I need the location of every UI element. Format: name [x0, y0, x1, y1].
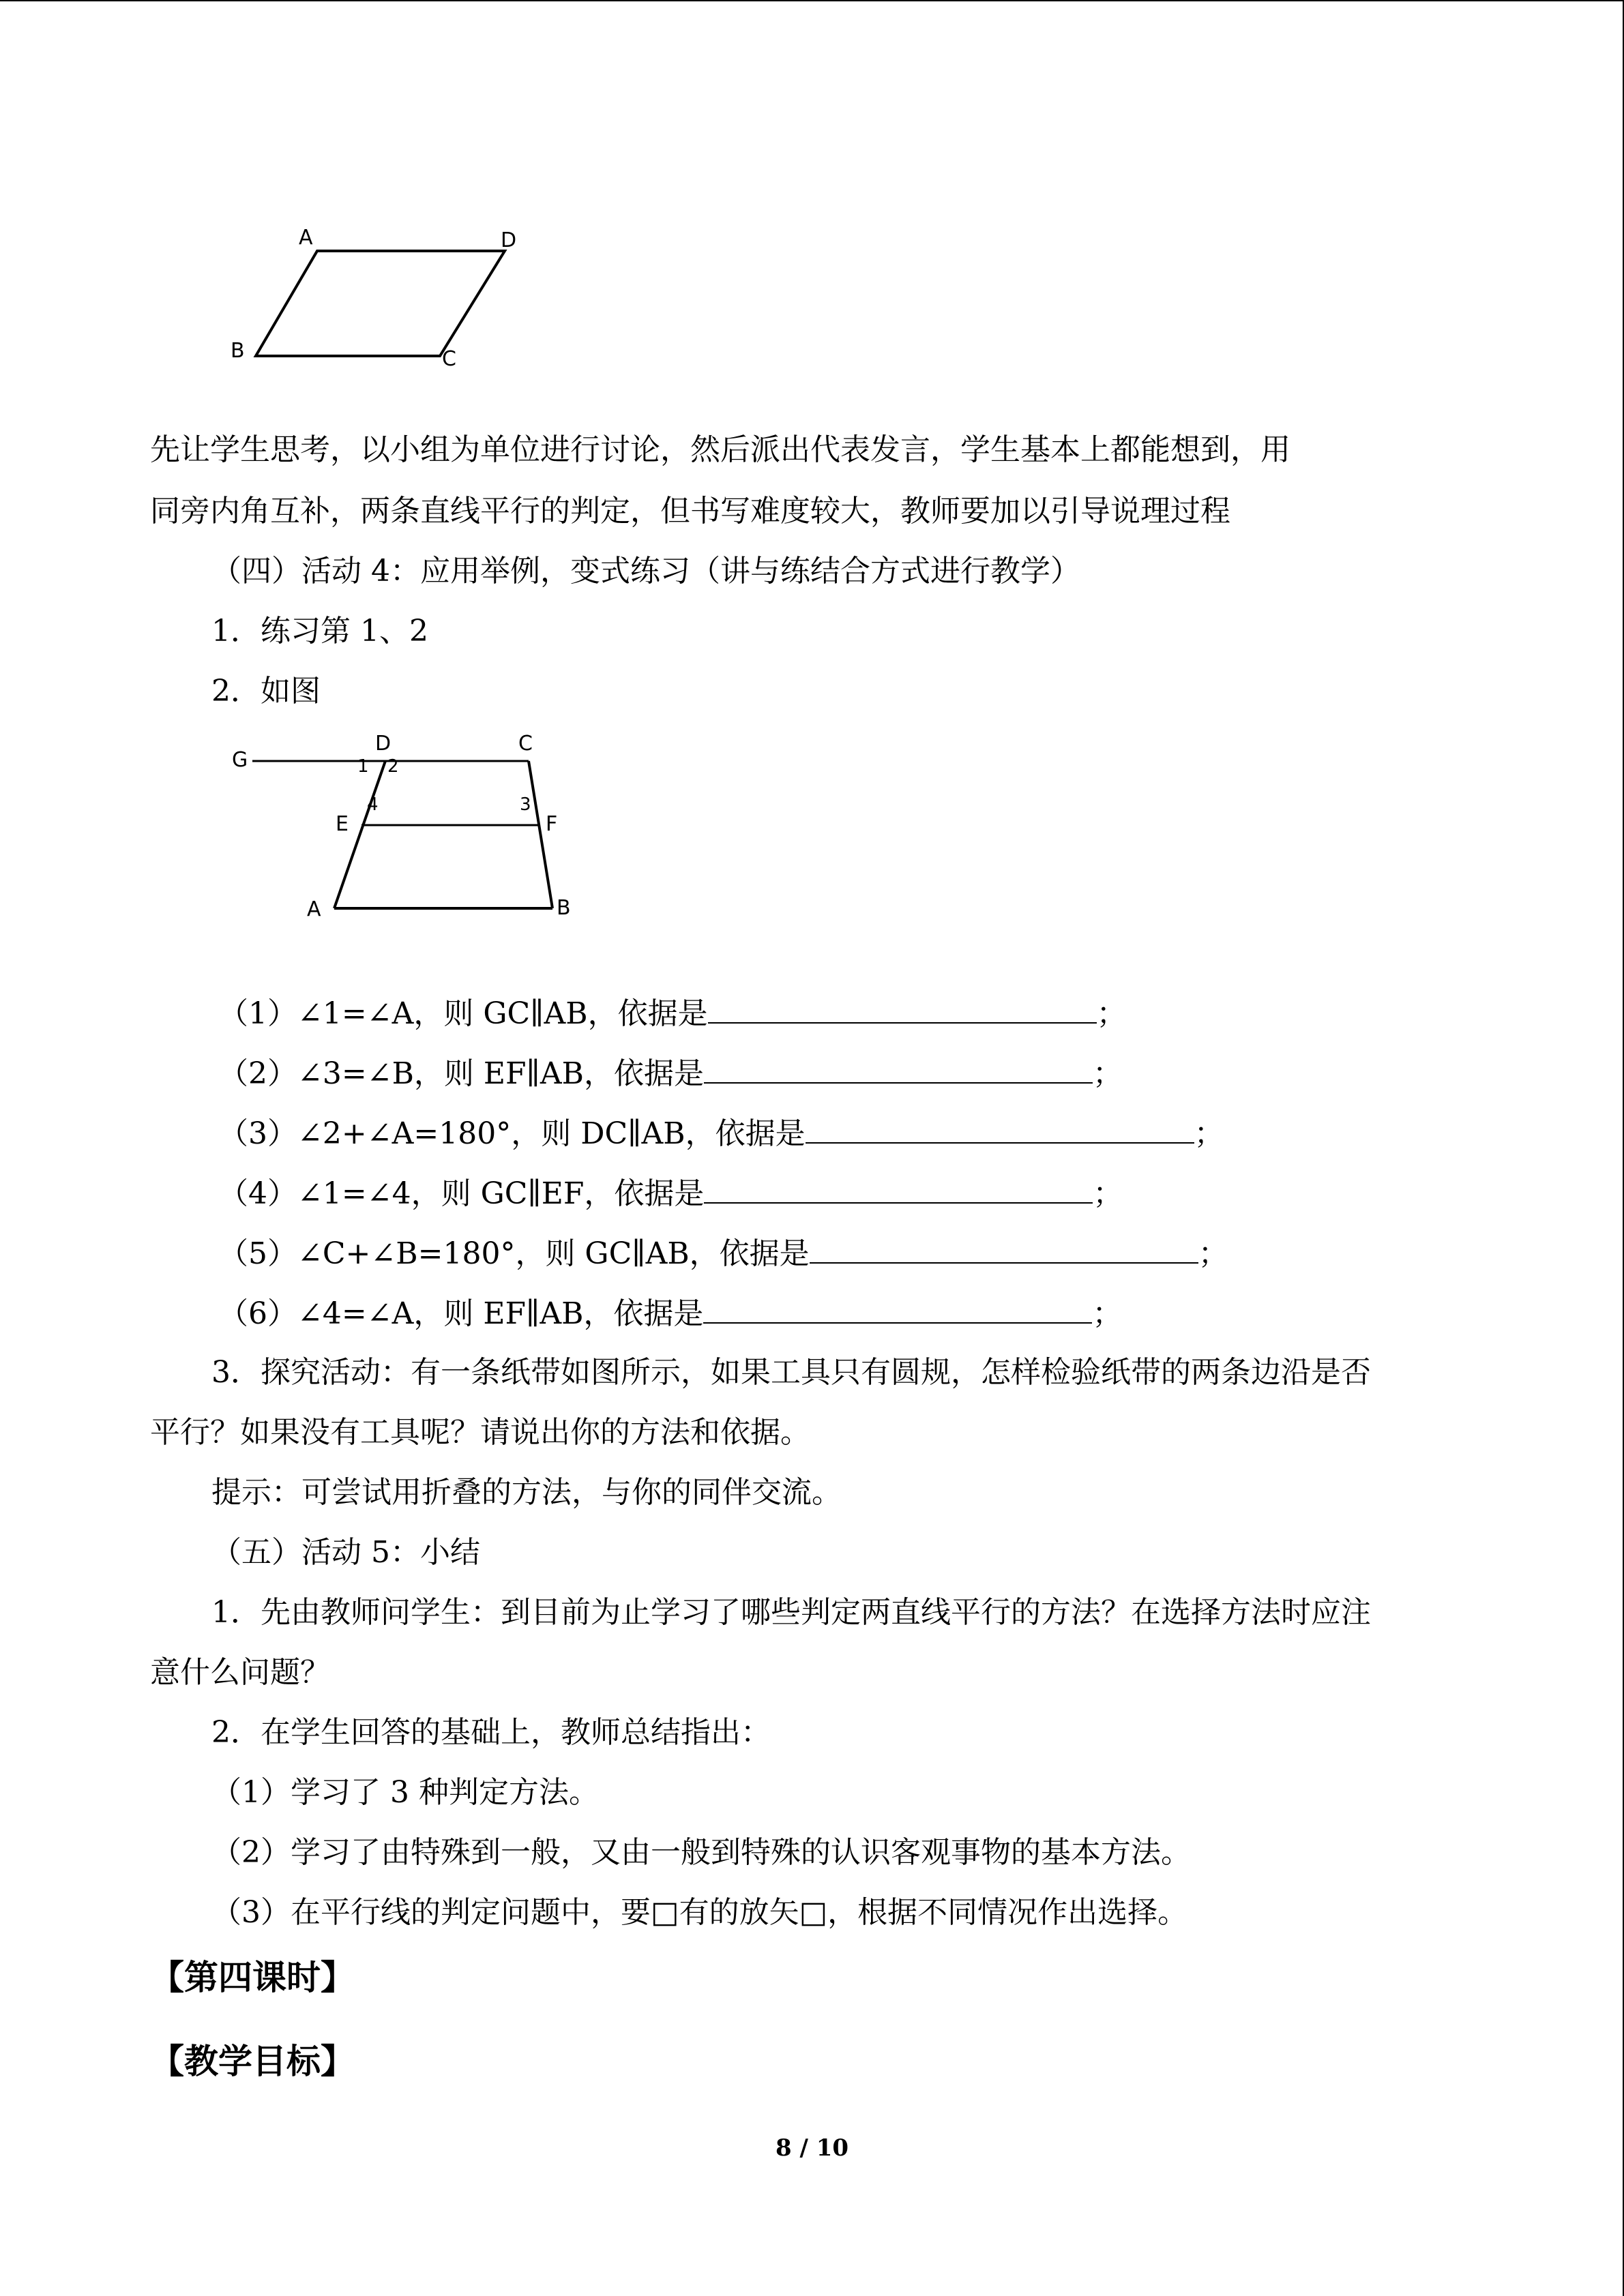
- heading-lesson4: 【第四课时】: [150, 1958, 355, 1997]
- exercise-3: [218, 1112, 1224, 1154]
- parallelogram-shape: [256, 251, 505, 356]
- label-B: B: [231, 339, 245, 363]
- exercise-4: [218, 1172, 1123, 1214]
- label-G: G: [232, 748, 248, 772]
- figure-trapezoid: [218, 723, 600, 934]
- exercise-6-text: （6）∠4=∠A，则 EF∥AB，依据是: [218, 1296, 704, 1331]
- exercise-2-end: ；: [1093, 1056, 1123, 1091]
- angle-label-3: 3: [520, 794, 531, 815]
- activity5-item1-line2: 意什么问题？: [150, 1655, 330, 1690]
- exercise-3-text: （3）∠2+∠A=180°，则 DC∥AB，依据是: [218, 1116, 806, 1151]
- exercise-2: [218, 1052, 1123, 1094]
- exercise-5: [218, 1232, 1228, 1274]
- activity4-title: （四）活动 4：应用举例，变式练习（讲与练结合方式进行教学）: [211, 554, 1080, 588]
- exercise-6-blank[interactable]: [703, 1292, 1092, 1324]
- activity5-sub2: （2）学习了由特殊到一般，又由一般到特殊的认识客观事物的基本方法。: [211, 1835, 1191, 1870]
- activity5-sub3: （3）在平行线的判定问题中，要□有的放矢□，根据不同情况作出选择。: [211, 1895, 1188, 1930]
- exercise-1-end: ；: [1096, 996, 1127, 1031]
- label-A: A: [299, 226, 313, 250]
- label-D: D: [501, 228, 517, 252]
- activity5-item1-line1: 1．先由教师问学生：到目前为止学习了哪些判定两直线平行的方法？在选择方法时应注: [211, 1595, 1371, 1630]
- label-E: E: [336, 812, 349, 836]
- exercise-5-text: （5）∠C+∠B=180°，则 GC∥AB，依据是: [218, 1236, 810, 1271]
- exercise-1-text: （1）∠1=∠A，则 GC∥AB，依据是: [218, 996, 708, 1031]
- exercise-3-end: ；: [1194, 1116, 1224, 1151]
- exercise-1-blank[interactable]: [708, 992, 1097, 1024]
- item3-line1: 3．探究活动：有一条纸带如图所示，如果工具只有圆规，怎样检验纸带的两条边沿是否: [211, 1355, 1371, 1390]
- figure-parallelogram: [218, 211, 532, 375]
- exercise-4-end: ；: [1093, 1176, 1123, 1211]
- exercise-5-blank[interactable]: [810, 1232, 1198, 1264]
- item3-line2: 平行？如果没有工具呢？请说出你的方法和依据。: [150, 1415, 810, 1450]
- exercise-2-blank[interactable]: [704, 1052, 1093, 1084]
- label-B: B: [557, 896, 571, 920]
- activity4-item1: 1．练习第 1、2: [211, 614, 428, 648]
- angle-label-2: 2: [387, 756, 399, 777]
- label-F: F: [546, 812, 558, 836]
- exercise-6: [218, 1292, 1122, 1335]
- angle-label-4: 4: [367, 794, 379, 815]
- exercise-3-blank[interactable]: [806, 1112, 1194, 1144]
- para1-line1: 先让学生思考，以小组为单位进行讨论，然后派出代表发言，学生基本上都能想到，用: [150, 432, 1290, 467]
- activity5-item2: 2．在学生回答的基础上，教师总结指出：: [211, 1715, 771, 1750]
- exercise-4-blank[interactable]: [704, 1172, 1093, 1204]
- item3-hint: 提示：可尝试用折叠的方法，与你的同伴交流。: [211, 1475, 842, 1510]
- label-C: C: [518, 732, 533, 756]
- activity5-sub1: （1）学习了 3 种判定方法。: [211, 1775, 599, 1810]
- exercise-6-end: ；: [1092, 1296, 1123, 1331]
- label-D: D: [375, 732, 392, 756]
- exercise-5-end: ；: [1198, 1236, 1228, 1271]
- para1-line2: 同旁内角互补，两条直线平行的判定，但书写难度较大，教师要加以引导说理过程: [150, 494, 1230, 528]
- heading-objectives: 【教学目标】: [150, 2042, 355, 2081]
- activity5-title: （五）活动 5：小结: [211, 1535, 480, 1570]
- activity4-item2: 2．如图: [211, 674, 321, 709]
- exercise-1: [218, 992, 1127, 1034]
- label-C: C: [442, 347, 456, 371]
- exercise-4-text: （4）∠1=∠4，则 GC∥EF，依据是: [218, 1176, 705, 1211]
- angle-label-1: 1: [357, 756, 369, 777]
- exercise-2-text: （2）∠3=∠B，则 EF∥AB，依据是: [218, 1056, 704, 1091]
- label-A: A: [307, 897, 321, 921]
- page-number: 8 / 10: [775, 2134, 849, 2162]
